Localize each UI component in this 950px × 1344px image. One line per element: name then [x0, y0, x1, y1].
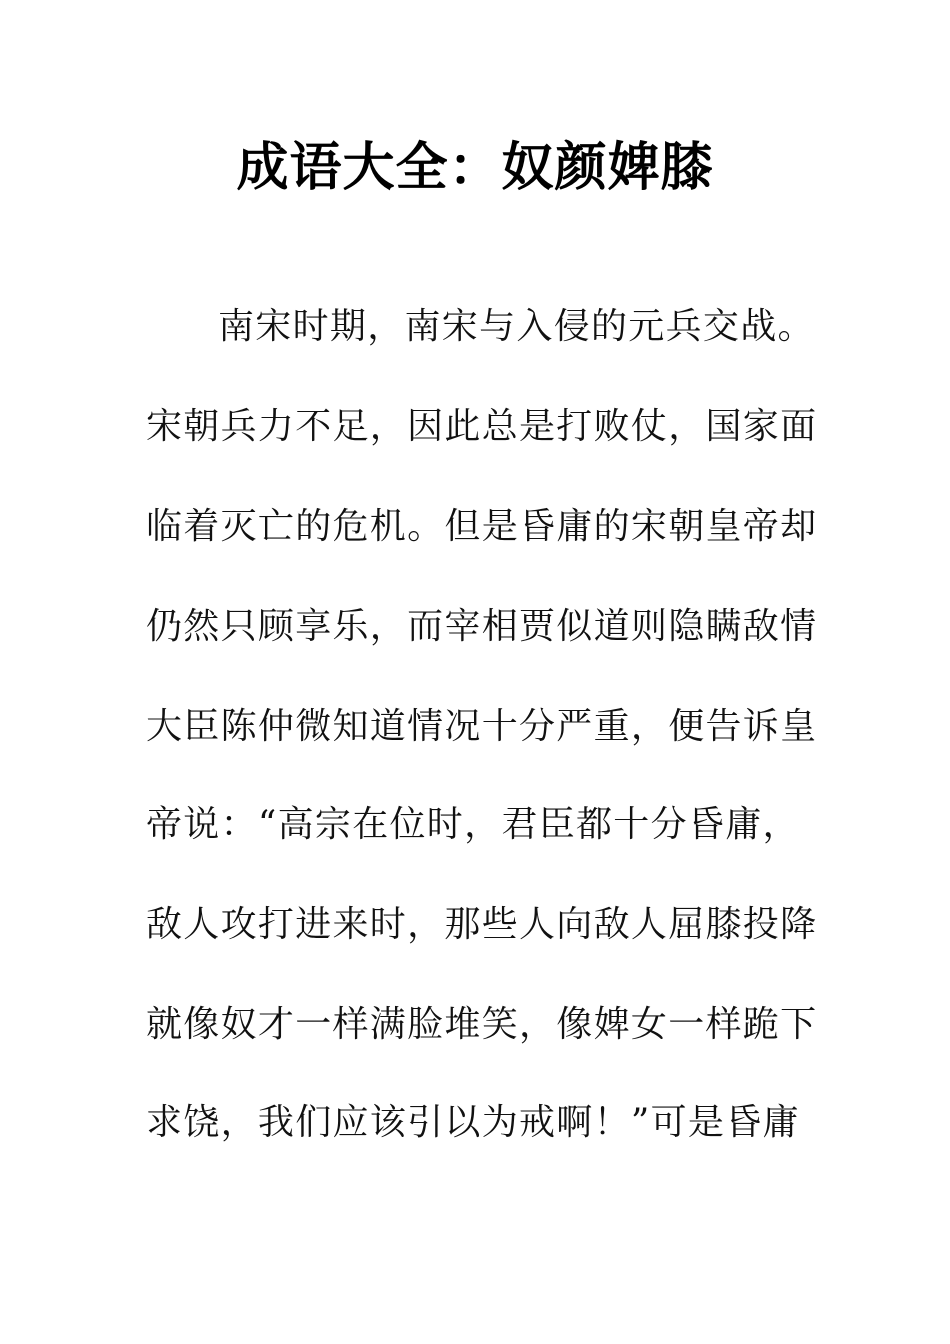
document-title: 成语大全：奴颜婢膝 [236, 138, 714, 198]
paragraph-line: 敌人攻打进来时，那些人向敌人屈膝投降 [146, 904, 818, 945]
paragraph-line: 求饶，我们应该引以为戒啊！”可是昏庸 [146, 1102, 800, 1143]
paragraph-line: 帝说：“高宗在位时，君臣都十分昏庸， [146, 804, 800, 845]
paragraph-line: 宋朝兵力不足，因此总是打败仗，国家面 [146, 406, 818, 447]
paragraph-line: 仍然只顾享乐，而宰相贾似道则隐瞒敌情 [146, 606, 818, 647]
paragraph-line: 就像奴才一样满脸堆笑，像婢女一样跪下 [146, 1004, 818, 1045]
paragraph-line: 大臣陈仲微知道情况十分严重，便告诉皇 [146, 706, 818, 747]
paragraph-line: 临着灭亡的危机。但是昏庸的宋朝皇帝却 [146, 506, 818, 547]
paragraph-line: 南宋时期，南宋与入侵的元兵交战。 [218, 306, 815, 347]
